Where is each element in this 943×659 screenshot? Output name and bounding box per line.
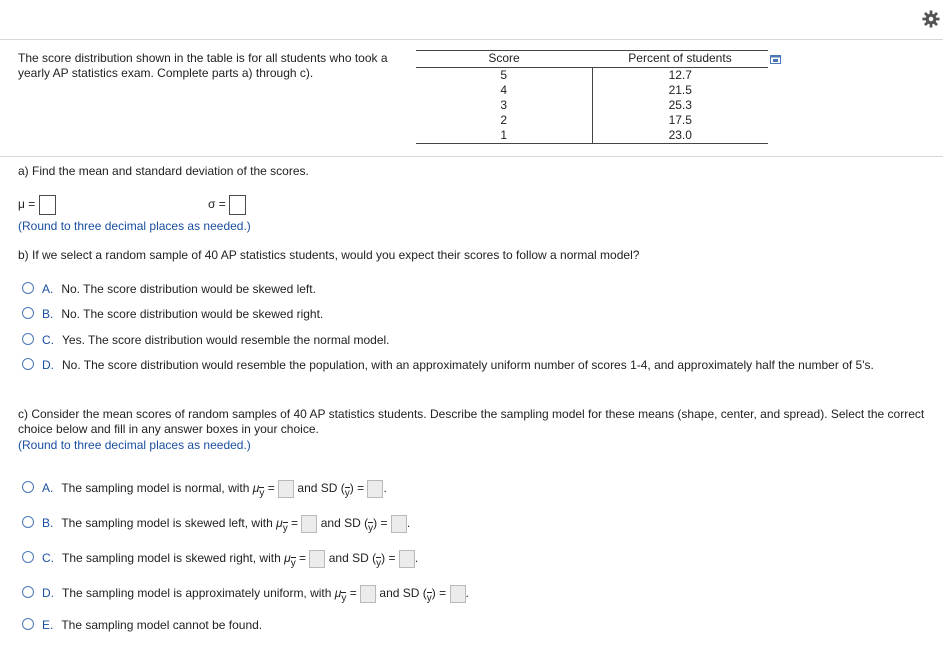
sigma-answer-row [208,195,246,215]
mu-symbol: μ [252,481,260,496]
equals-sign: = [439,586,447,601]
radio-button[interactable] [22,481,34,493]
mean-input[interactable] [360,585,376,603]
option-text: The sampling model is skewed right, with [62,551,281,566]
ybar-subscript: y [282,523,288,535]
table-header-percent: Percent of students [592,51,768,68]
ybar-symbol: y [376,558,382,570]
and-sd-label: and SD [328,551,369,566]
table-cell: 17.5 [668,113,692,127]
radio-button[interactable] [22,358,34,370]
option-letter: A. [42,481,54,496]
intro-text: The score distribution shown in the table is for all students who took a yearly AP statistics exam. Complete parts a) through c). [18,51,388,80]
table-row [416,113,768,128]
ybar-subscript: y [259,488,265,500]
equals-sign: = [349,586,357,601]
copy-table-icon[interactable] [770,55,781,64]
part-a-question: a) Find the mean and standard deviation of the scores. [18,164,309,178]
table-row [416,68,768,84]
table-header-score: Score [416,51,592,68]
table-row [416,98,768,113]
ybar-symbol: y [426,593,432,605]
option-letter: A. [42,282,54,296]
part-c-option-b[interactable]: B. The sampling model is skewed left, with μy = and SD (y) = . [22,515,410,536]
option-letter: E. [42,618,54,632]
sd-input[interactable] [399,550,415,568]
option-letter: D. [42,586,54,601]
mu-symbol: μ [284,551,291,566]
option-text: The sampling model is normal, with [61,481,250,496]
part-c-option-c[interactable]: C. The sampling model is skewed right, with μy = and SD (y) = . [22,550,418,571]
table-cell: 4 [416,83,592,98]
gear-icon[interactable] [922,10,940,28]
part-b-option-a[interactable] [22,282,316,297]
equals-sign: = [267,481,275,496]
option-letter: B. [42,516,54,531]
mu-symbol: μ [276,516,283,531]
and-sd-label: and SD [297,481,338,496]
part-b-question: b) If we select a random sample of 40 AP statistics students, would you expect their scores to follow a normal model? [18,248,640,262]
table-cell: 25.3 [668,98,692,112]
table-row [416,83,768,98]
sigma-label: σ = [208,197,226,212]
option-text: No. The score distribution would be skewed left. [61,282,316,296]
and-sd-label: and SD [320,516,361,531]
mean-input[interactable] [278,480,294,498]
part-c-option-a[interactable]: A. The sampling model is normal, with μy = and SD (y) = . [22,480,387,501]
mean-input[interactable] [301,515,317,533]
ybar-symbol: y [368,523,374,535]
table-cell: 3 [416,98,592,113]
radio-button[interactable] [22,551,34,563]
round-note-c: (Round to three decimal places as needed.) [18,438,251,452]
equals-sign: = [299,551,307,566]
table-cell: 21.5 [668,83,692,97]
part-b-option-b[interactable] [22,307,323,322]
mean-input[interactable] [309,550,325,568]
radio-button[interactable] [22,516,34,528]
option-text: The sampling model cannot be found. [61,618,263,632]
ybar-subscript: y [290,558,296,570]
option-letter: C. [42,333,54,347]
table-cell: 1 [416,128,592,144]
ybar-subscript: y [341,593,347,605]
equals-sign: = [291,516,299,531]
option-letter: C. [42,551,54,566]
and-sd-label: and SD [379,586,420,601]
score-table [416,50,768,144]
ybar-symbol: y [344,488,350,500]
equals-sign: = [380,516,388,531]
part-c-option-d[interactable]: D. The sampling model is approximately uniform, with μy = and SD (y) = . [22,585,469,606]
equals-sign: = [357,481,365,496]
table-cell: 12.7 [668,68,692,82]
option-text: The sampling model is approximately uniform, with [62,586,332,601]
part-c-option-e[interactable] [22,618,262,633]
part-b-option-d[interactable] [22,358,927,373]
radio-button[interactable] [22,333,34,345]
option-text: The sampling model is skewed left, with [61,516,273,531]
sd-input[interactable] [450,585,466,603]
radio-button[interactable] [22,307,34,319]
radio-button[interactable] [22,618,34,630]
option-text: No. The score distribution would resemble the population, with an approximately uniform number of scores 1-4, and approximately half the number of 5's. [62,358,874,372]
option-letter: D. [42,358,54,372]
option-letter: B. [42,307,54,321]
top-divider [0,39,943,40]
mu-symbol: μ [334,586,342,601]
radio-button[interactable] [22,282,34,294]
table-row [416,128,768,144]
part-c-question: c) Consider the mean scores of random samples of 40 AP statistics students. Describe the sampling model for these means (shape, center, and spread). Select the correct choice below and fill in any answer boxes in your choice. [18,407,925,436]
sd-input[interactable] [391,515,407,533]
table-cell: 5 [416,68,592,84]
sd-input[interactable] [367,480,383,498]
mu-input[interactable] [39,195,56,215]
option-text: Yes. The score distribution would resemble the normal model. [62,333,390,347]
mu-label: μ = [18,197,36,212]
sigma-input[interactable] [229,195,246,215]
part-b-option-c[interactable] [22,333,390,348]
equals-sign: = [388,551,396,566]
section-divider [0,156,943,157]
radio-button[interactable] [22,586,34,598]
mu-answer-row [18,195,56,215]
table-cell: 23.0 [592,128,768,144]
table-cell: 2 [416,113,592,128]
round-note-a: (Round to three decimal places as needed.) [18,219,251,233]
option-text: No. The score distribution would be skewed right. [61,307,324,321]
